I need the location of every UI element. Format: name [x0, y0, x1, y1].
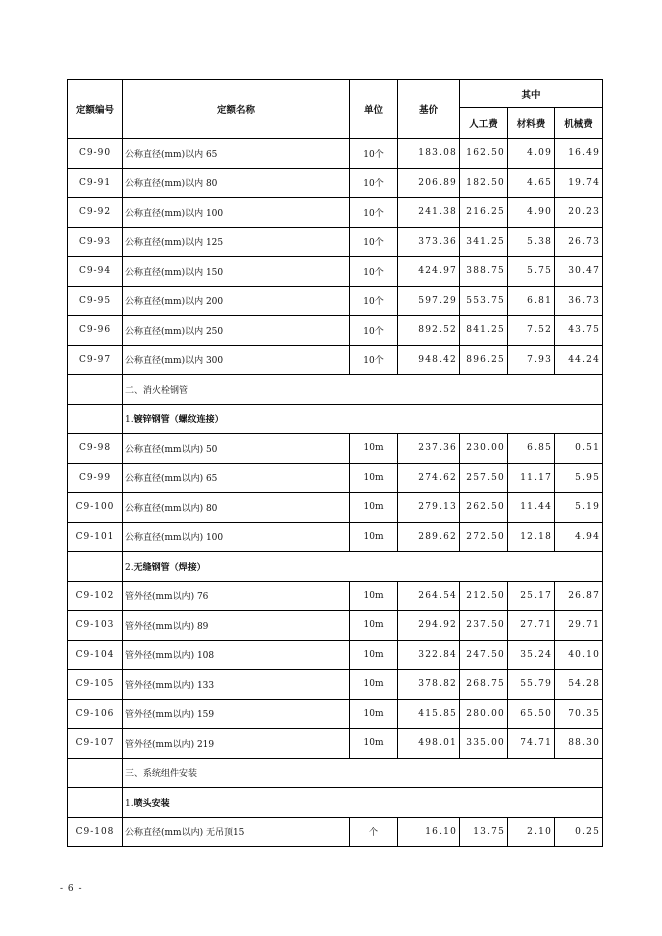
machinery-cost: 70.35 [555, 699, 603, 729]
table-row [68, 227, 603, 257]
base-price: 289.62 [398, 522, 460, 552]
subsection-prefix: 1. [125, 415, 134, 426]
header-labor: 人工费 [460, 108, 508, 139]
table-row [68, 286, 603, 316]
machinery-cost: 5.95 [555, 463, 603, 493]
quota-unit: 10m [350, 670, 398, 700]
quota-unit: 10m [350, 522, 398, 552]
header-machinery: 机械费 [555, 108, 603, 139]
table-row [68, 581, 603, 611]
machinery-cost: 26.73 [555, 227, 603, 257]
quota-code: C9-94 [68, 257, 123, 287]
material-cost: 35.24 [508, 640, 555, 670]
header-code: 定额编号 [68, 80, 123, 139]
material-cost: 5.38 [508, 227, 555, 257]
base-price: 237.36 [398, 434, 460, 464]
header-material: 材料费 [508, 108, 555, 139]
table-row [68, 198, 603, 228]
table-row [68, 699, 603, 729]
quota-code: C9-107 [68, 729, 123, 759]
quota-name: 公称直径(mm)以内 100 [123, 198, 350, 228]
subsection-title [123, 552, 603, 582]
quota-code: C9-91 [68, 168, 123, 198]
quota-name: 公称直径(mm以内) 50 [123, 434, 350, 464]
quota-name: 公称直径(mm以内) 无吊顶15 [123, 817, 350, 847]
base-price: 279.13 [398, 493, 460, 523]
material-cost: 25.17 [508, 581, 555, 611]
base-price: 16.10 [398, 817, 460, 847]
quota-code: C9-97 [68, 345, 123, 375]
quota-name: 管外径(mm以内) 89 [123, 611, 350, 641]
labor-cost: 237.50 [460, 611, 508, 641]
labor-cost: 268.75 [460, 670, 508, 700]
machinery-cost: 36.73 [555, 286, 603, 316]
labor-cost: 388.75 [460, 257, 508, 287]
material-cost: 6.85 [508, 434, 555, 464]
quota-code: C9-103 [68, 611, 123, 641]
table-row [68, 257, 603, 287]
base-price: 597.29 [398, 286, 460, 316]
base-price: 274.62 [398, 463, 460, 493]
labor-cost: 212.50 [460, 581, 508, 611]
quota-unit: 10m [350, 729, 398, 759]
quota-code: C9-95 [68, 286, 123, 316]
labor-cost: 182.50 [460, 168, 508, 198]
table-row [68, 139, 603, 169]
quota-name: 公称直径(mm)以内 65 [123, 139, 350, 169]
quota-unit: 10个 [350, 227, 398, 257]
material-cost: 11.17 [508, 463, 555, 493]
machinery-cost: 5.19 [555, 493, 603, 523]
base-price: 415.85 [398, 699, 460, 729]
labor-cost: 341.25 [460, 227, 508, 257]
table-row [68, 522, 603, 552]
labor-cost: 841.25 [460, 316, 508, 346]
material-cost: 7.93 [508, 345, 555, 375]
material-cost: 5.75 [508, 257, 555, 287]
quota-unit: 10个 [350, 286, 398, 316]
subsection-code-empty [68, 788, 123, 818]
machinery-cost: 0.25 [555, 817, 603, 847]
base-price: 322.84 [398, 640, 460, 670]
labor-cost: 230.00 [460, 434, 508, 464]
base-price: 424.97 [398, 257, 460, 287]
quota-code: C9-98 [68, 434, 123, 464]
section-code-empty [68, 375, 123, 405]
quota-name: 公称直径(mm)以内 250 [123, 316, 350, 346]
quota-unit: 10m [350, 581, 398, 611]
machinery-cost: 40.10 [555, 640, 603, 670]
machinery-cost: 20.23 [555, 198, 603, 228]
quota-code: C9-93 [68, 227, 123, 257]
quota-name: 公称直径(mm以内) 80 [123, 493, 350, 523]
table-row [68, 316, 603, 346]
quota-code: C9-104 [68, 640, 123, 670]
machinery-cost: 0.51 [555, 434, 603, 464]
subsection-prefix: 2. [125, 562, 134, 573]
subsection-title [123, 788, 603, 818]
subsection-row [68, 404, 603, 434]
quota-unit: 10个 [350, 168, 398, 198]
table-row [68, 345, 603, 375]
subsection-text: 无缝钢管（焊接） [133, 562, 206, 573]
quota-code: C9-105 [68, 670, 123, 700]
table-body [68, 139, 603, 847]
base-price: 264.54 [398, 581, 460, 611]
quota-code: C9-106 [68, 699, 123, 729]
table-header [68, 80, 603, 139]
base-price: 892.52 [398, 316, 460, 346]
quota-unit: 10个 [350, 257, 398, 287]
quota-name: 公称直径(mm)以内 300 [123, 345, 350, 375]
section-row [68, 375, 603, 405]
quota-unit: 10m [350, 611, 398, 641]
quota-unit: 10m [350, 699, 398, 729]
base-price: 241.38 [398, 198, 460, 228]
labor-cost: 280.00 [460, 699, 508, 729]
machinery-cost: 88.30 [555, 729, 603, 759]
material-cost: 11.44 [508, 493, 555, 523]
labor-cost: 257.50 [460, 463, 508, 493]
subsection-row [68, 788, 603, 818]
quota-code: C9-99 [68, 463, 123, 493]
material-cost: 2.10 [508, 817, 555, 847]
header-unit: 单位 [350, 80, 398, 139]
table-row [68, 729, 603, 759]
base-price: 378.82 [398, 670, 460, 700]
table-row [68, 611, 603, 641]
quota-unit: 10个 [350, 345, 398, 375]
header-among: 其中 [460, 80, 603, 108]
material-cost: 4.09 [508, 139, 555, 169]
quota-code: C9-100 [68, 493, 123, 523]
subsection-code-empty [68, 552, 123, 582]
machinery-cost: 43.75 [555, 316, 603, 346]
subsection-code-empty [68, 404, 123, 434]
quota-unit: 10个 [350, 139, 398, 169]
material-cost: 7.52 [508, 316, 555, 346]
table-row [68, 670, 603, 700]
material-cost: 4.90 [508, 198, 555, 228]
machinery-cost: 54.28 [555, 670, 603, 700]
labor-cost: 553.75 [460, 286, 508, 316]
quota-code: C9-90 [68, 139, 123, 169]
material-cost: 65.50 [508, 699, 555, 729]
quota-code: C9-92 [68, 198, 123, 228]
quota-unit: 10个 [350, 316, 398, 346]
material-cost: 27.71 [508, 611, 555, 641]
quota-code: C9-102 [68, 581, 123, 611]
labor-cost: 896.25 [460, 345, 508, 375]
section-code-empty [68, 758, 123, 788]
base-price: 294.92 [398, 611, 460, 641]
quota-unit: 个 [350, 817, 398, 847]
quota-unit: 10m [350, 640, 398, 670]
machinery-cost: 44.24 [555, 345, 603, 375]
subsection-prefix: 1. [125, 798, 134, 809]
subsection-text: 镀锌钢管（螺纹连接） [133, 415, 224, 426]
header-name: 定额名称 [123, 80, 350, 139]
quota-code: C9-101 [68, 522, 123, 552]
material-cost: 55.79 [508, 670, 555, 700]
quota-name: 管外径(mm以内) 159 [123, 699, 350, 729]
subsection-row [68, 552, 603, 582]
table-row [68, 640, 603, 670]
material-cost: 6.81 [508, 286, 555, 316]
machinery-cost: 4.94 [555, 522, 603, 552]
quota-unit: 10m [350, 493, 398, 523]
quota-unit: 10个 [350, 198, 398, 228]
labor-cost: 272.50 [460, 522, 508, 552]
header-base-price: 基价 [398, 80, 460, 139]
machinery-cost: 29.71 [555, 611, 603, 641]
table-row [68, 463, 603, 493]
quota-name: 公称直径(mm)以内 200 [123, 286, 350, 316]
quota-name: 公称直径(mm)以内 150 [123, 257, 350, 287]
quota-name: 管外径(mm以内) 219 [123, 729, 350, 759]
labor-cost: 335.00 [460, 729, 508, 759]
base-price: 498.01 [398, 729, 460, 759]
quota-name: 公称直径(mm以内) 65 [123, 463, 350, 493]
machinery-cost: 26.87 [555, 581, 603, 611]
base-price: 183.08 [398, 139, 460, 169]
machinery-cost: 16.49 [555, 139, 603, 169]
quota-code: C9-96 [68, 316, 123, 346]
quota-name: 公称直径(mm)以内 125 [123, 227, 350, 257]
quota-name: 管外径(mm以内) 108 [123, 640, 350, 670]
machinery-cost: 30.47 [555, 257, 603, 287]
base-price: 373.36 [398, 227, 460, 257]
quota-unit: 10m [350, 434, 398, 464]
quota-name: 管外径(mm以内) 133 [123, 670, 350, 700]
table-row [68, 434, 603, 464]
labor-cost: 13.75 [460, 817, 508, 847]
quota-unit: 10m [350, 463, 398, 493]
labor-cost: 162.50 [460, 139, 508, 169]
section-row [68, 758, 603, 788]
section-title: 三、系统组件安装 [123, 758, 603, 788]
labor-cost: 247.50 [460, 640, 508, 670]
base-price: 206.89 [398, 168, 460, 198]
quota-table [67, 79, 603, 847]
subsection-title [123, 404, 603, 434]
base-price: 948.42 [398, 345, 460, 375]
section-title: 二、消火栓钢管 [123, 375, 603, 405]
table-row [68, 493, 603, 523]
table-row [68, 817, 603, 847]
material-cost: 74.71 [508, 729, 555, 759]
material-cost: 12.18 [508, 522, 555, 552]
material-cost: 4.65 [508, 168, 555, 198]
labor-cost: 262.50 [460, 493, 508, 523]
labor-cost: 216.25 [460, 198, 508, 228]
page-number: - 6 - [60, 884, 83, 894]
quota-code: C9-108 [68, 817, 123, 847]
quota-name: 管外径(mm以内) 76 [123, 581, 350, 611]
quota-name: 公称直径(mm)以内 80 [123, 168, 350, 198]
table-row [68, 168, 603, 198]
subsection-text: 喷头安装 [133, 798, 170, 809]
quota-name: 公称直径(mm以内) 100 [123, 522, 350, 552]
machinery-cost: 19.74 [555, 168, 603, 198]
